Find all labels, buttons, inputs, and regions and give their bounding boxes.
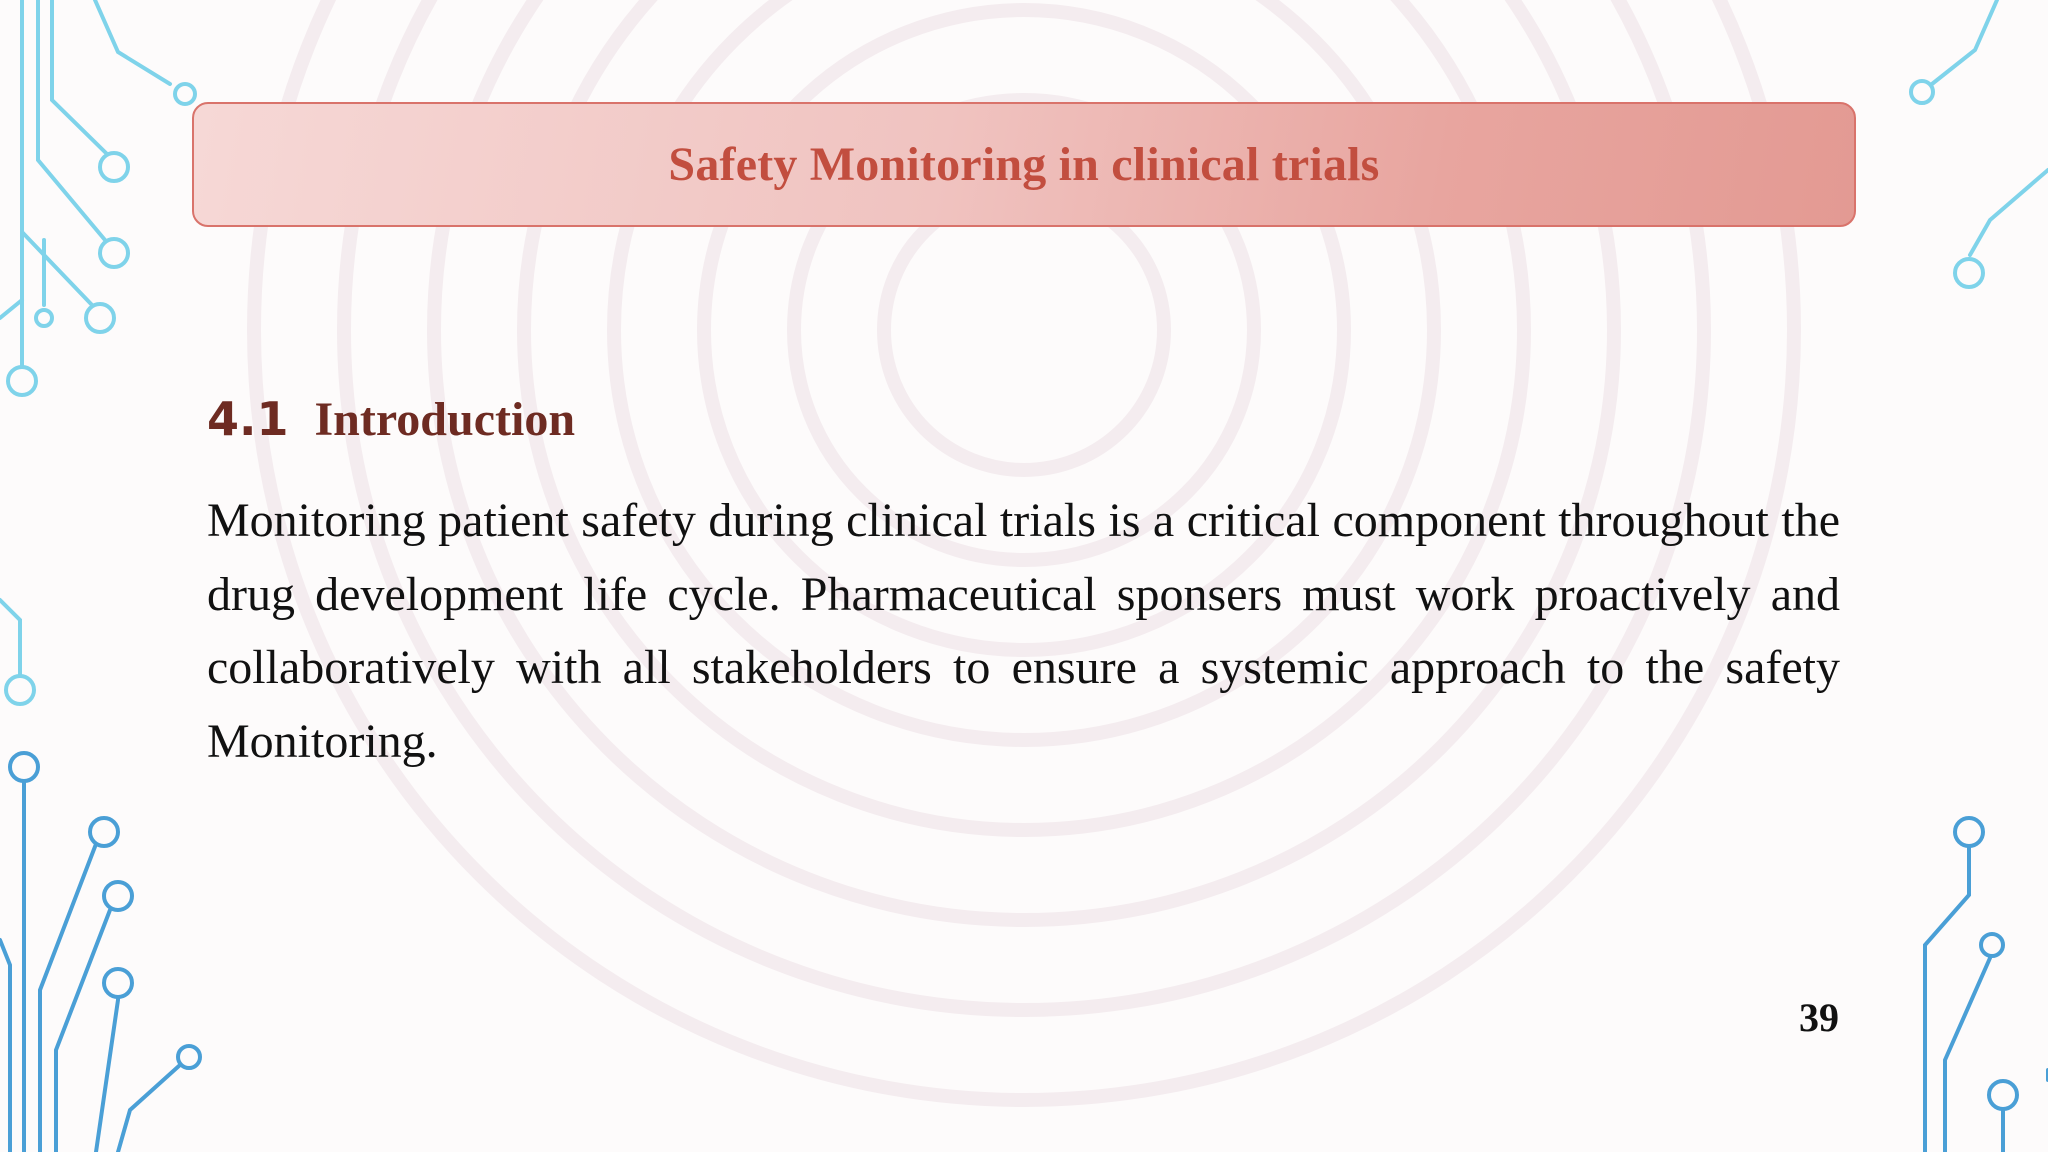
body-paragraph: Monitoring patient safety during clinical trials is a critical component throughout the drug development life cycle. Pharmaceutical sponsers must work proactively and collaboratively with all stakeholders to ensure a systemic approach to the safety Monitoring. [207, 494, 1840, 768]
page-number: 39 [1799, 995, 1839, 1040]
title-banner [192, 102, 1856, 227]
section-number: 4.1 [207, 392, 289, 446]
slide-title: Safety Monitoring in clinical trials [668, 138, 1380, 191]
section-heading [207, 392, 575, 447]
section-title: Introduction [314, 393, 576, 446]
